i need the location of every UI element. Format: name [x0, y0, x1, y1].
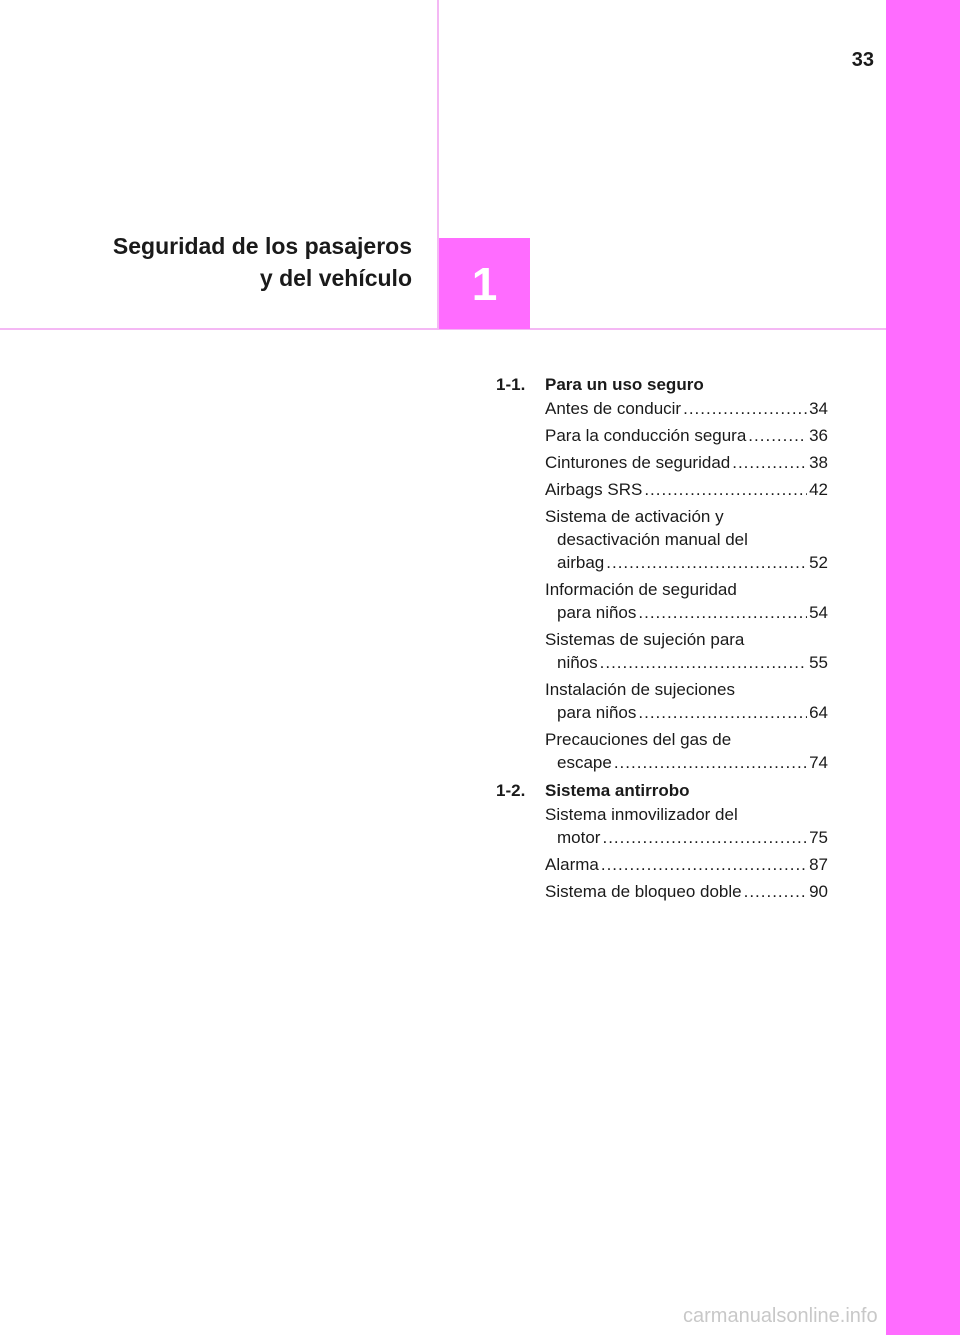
toc-entry-text: Alarma [545, 855, 599, 874]
dot-leader [683, 397, 807, 420]
chapter-number-box [439, 238, 530, 329]
dot-leader [602, 826, 807, 849]
chapter-title-line1: Seguridad de los pasajeros [112, 233, 412, 259]
toc-section-title: Para un uso seguro [545, 375, 704, 394]
toc-entry-page: 90 [809, 882, 828, 901]
toc-section [496, 373, 828, 774]
toc-section-heading[interactable] [496, 779, 828, 803]
toc-entry[interactable] [545, 728, 828, 774]
dot-leader [601, 853, 807, 876]
toc-entry-text: Sistema de activación y [545, 507, 724, 526]
toc-section-number: 1-1. [496, 375, 526, 394]
dot-leader [638, 601, 807, 624]
toc-entry-text: Instalación de sujeciones [545, 680, 735, 699]
toc-entry-page: 34 [809, 399, 828, 418]
toc-entry-text: Sistema de bloqueo doble [545, 882, 742, 901]
toc-section [496, 779, 828, 903]
dot-leader [732, 451, 807, 474]
toc-entry-page: 38 [809, 453, 828, 472]
dot-leader [744, 880, 807, 903]
toc-entry-text: escape [557, 753, 612, 772]
toc-entry-text: airbag [557, 553, 605, 572]
toc-entry-text: niños [557, 653, 598, 672]
toc-entry[interactable] [545, 853, 828, 876]
chapter-side-tab [886, 0, 960, 1335]
toc-entry[interactable] [545, 505, 828, 574]
toc-entry[interactable] [545, 628, 828, 674]
toc-entry[interactable] [545, 424, 828, 447]
toc-entry-text: Precauciones del gas de [545, 730, 732, 749]
toc-entry-text: para niños [557, 703, 637, 722]
toc-entry[interactable] [545, 578, 828, 624]
dot-leader [748, 424, 807, 447]
toc-entry[interactable] [545, 803, 828, 849]
toc-entry-text: Antes de conducir [545, 399, 682, 418]
dot-leader [606, 551, 807, 574]
table-of-contents [496, 373, 828, 908]
toc-entry-text: Sistema inmovilizador del [545, 805, 738, 824]
toc-entry[interactable] [545, 880, 828, 903]
toc-entry-text: para niños [557, 603, 637, 622]
dot-leader [614, 751, 807, 774]
toc-section-number: 1-2. [496, 781, 526, 800]
toc-entry[interactable] [545, 478, 828, 501]
toc-entry-text: Sistemas de sujeción para [545, 630, 745, 649]
toc-entry-text: Airbags SRS [545, 480, 643, 499]
toc-entry-text: motor [557, 828, 601, 847]
toc-entry[interactable] [545, 397, 828, 420]
toc-entry-text: Para la conducción segura [545, 426, 747, 445]
dot-leader [638, 701, 807, 724]
page-number: 33 [851, 49, 874, 71]
toc-entry-text: Información de seguridad [545, 580, 737, 599]
chapter-title-line2: y del vehículo [259, 265, 412, 291]
toc-section-heading[interactable] [496, 373, 828, 397]
toc-entry-page: 36 [809, 426, 828, 445]
toc-entry-text: desactivación manual del [557, 530, 748, 549]
toc-entry-page: 74 [809, 753, 828, 772]
chapter-number: 1 [471, 257, 498, 310]
toc-entry-page: 64 [809, 703, 828, 722]
toc-entry[interactable] [545, 678, 828, 724]
toc-entry-text: Cinturones de seguridad [545, 453, 731, 472]
chapter-title [32, 230, 412, 294]
toc-entry-page: 55 [809, 653, 828, 672]
toc-entry-page: 52 [809, 553, 828, 572]
dot-leader [644, 478, 807, 501]
toc-entry-page: 42 [809, 480, 828, 499]
toc-entry-page: 75 [809, 828, 828, 847]
watermark: carmanualsonline.info [683, 1305, 878, 1327]
toc-entry[interactable] [545, 451, 828, 474]
toc-entry-page: 87 [809, 855, 828, 874]
toc-entry-page: 54 [809, 603, 828, 622]
toc-section-title: Sistema antirrobo [545, 781, 690, 800]
dot-leader [600, 651, 807, 674]
